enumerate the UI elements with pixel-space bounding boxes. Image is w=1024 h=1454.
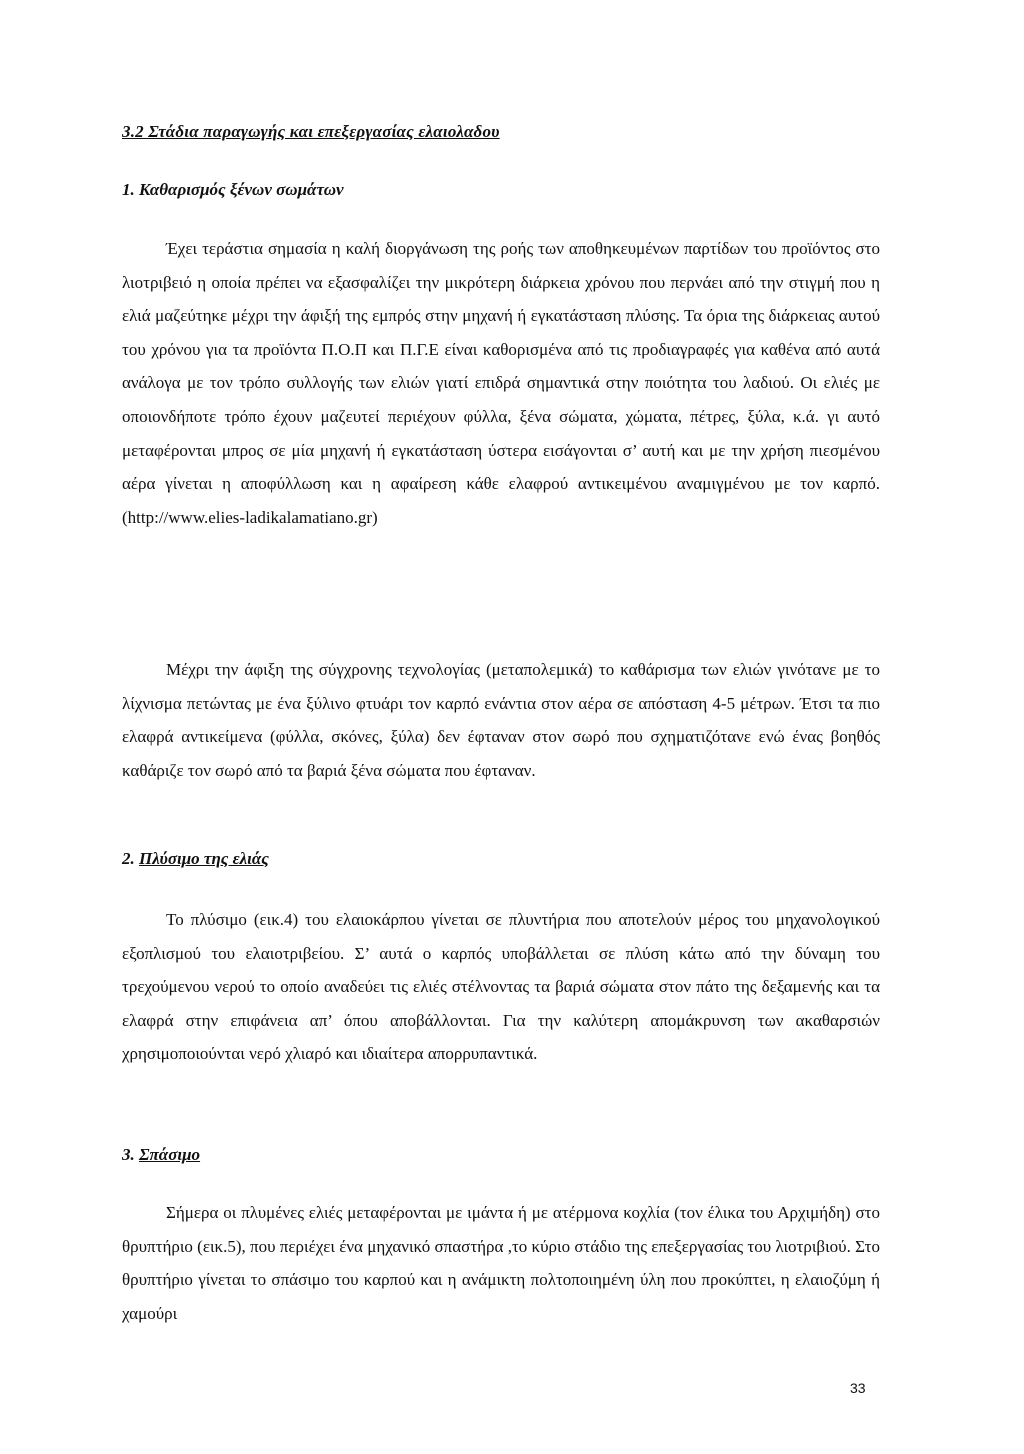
step-1-title: Καθαρισμός ξένων σωμάτων: [139, 180, 344, 199]
step-1-body: [122, 232, 880, 534]
step-2-heading: [122, 849, 269, 869]
step-2-body: [122, 903, 880, 1071]
step-1-paragraph-1: Έχει τεράστια σημασία η καλή διοργάνωση της ροής των αποθηκευμένων παρτίδων του προϊόντος στο λιοτριβειό η οποία πρέπει να εξασφαλίζει την μικρότερη διάρκεια χρόνου που περνάει από την στιγμή που η ελιά μαζεύτηκε μέχρι την άφιξή της εμπρός στην μηχανή ή εγκατάσταση πλύσης. Τα όρια της διάρκειας αυτού του χρόνου για τα προϊόντα Π.Ο.Π και Π.Γ.Ε είναι καθορισμένα από τις προδιαγραφές για καθένα από αυτά ανάλογα με τον τρόπο συλλογής των ελιών γιατί επιδρά σημαντικά στην ποιότητα του λαδιού. Οι ελιές με οποιονδήποτε τρόπο έχουν μαζευτεί περιέχουν φύλλα, ξένα σώματα, χώματα, πέτρες, ξύλα, κ.ά. γι αυτό μεταφέρονται μπρος σε μία μηχανή ή εγκατάσταση ύστερα εισάγονται σ’ αυτή και με την χρήση πιεσμένου αέρα γίνεται η αποφύλλωση και η αφαίρεση κάθε ελαφρού αντικειμένου αναμιγμένου με τον καρπό. (http://www.elies-ladikalamatiano.gr): [122, 239, 880, 527]
page-number: 33: [850, 1380, 866, 1396]
step-2-paragraph-1: Το πλύσιμο (εικ.4) του ελαιοκάρπου γίνεται σε πλυντήρια που αποτελούν μέρος του μηχανολογικού εξοπλισμού του ελαιοτριβείου. Σ’ αυτά ο καρπός υποβάλλεται σε πλύση κάτω από την δύναμη του τρεχούμενου νερού το οποίο αναδεύει τις ελιές στέλνοντας τα βαριά σώματα στον πάτο της δεξαμενής και τα ελαφρά στην επιφάνεια απ’ όπου αποβάλλονται. Για την καλύτερη απομάκρυνση των ακαθαρσιών χρησιμοποιούνται νερό χλιαρό και ιδιαίτερα απορρυπαντικά.: [122, 910, 880, 1064]
step-1-heading: [122, 180, 344, 200]
step-3-body: [122, 1196, 880, 1330]
step-3-title: Σπάσιμο: [139, 1145, 201, 1164]
step-2-title: Πλύσιμο της ελιάς: [139, 849, 269, 868]
step-2-number: 2.: [122, 849, 135, 868]
step-3-paragraph-1: Σήμερα οι πλυμένες ελιές μεταφέρονται με ιμάντα ή με ατέρμονα κοχλία (τον έλικα του Αρχιμήδη) στο θρυπτήριο (εικ.5), που περιέχει ένα μηχανικό σπαστήρα ,το κύριο στάδιο της επεξεργασίας του λιοτριβιού. Στο θρυπτήριο γίνεται το σπάσιμο του καρπού και η ανάμικτη πολτοποιημένη ύλη που προκύπτει, η ελαιοζύμη ή χαμούρι: [122, 1203, 880, 1323]
step-1-body-2: [122, 653, 880, 787]
section-title: 3.2 Στάδια παραγωγής και επεξεργασίας ελαιολαδου: [122, 122, 500, 141]
step-3-number: 3.: [122, 1145, 135, 1164]
step-3-heading: [122, 1145, 200, 1165]
step-1-number: 1.: [122, 180, 135, 199]
step-1-paragraph-2: Μέχρι την άφιξη της σύγχρονης τεχνολογίας (μεταπολεμικά) το καθάρισμα των ελιών γινότανε με το λίχνισμα πετώντας με ένα ξύλινο φτυάρι τον καρπό ενάντια στον αέρα σε απόσταση 4-5 μέτρων. Έτσι τα πιο ελαφρά αντικείμενα (φύλλα, σκόνες, ξύλα) δεν έφταναν στον σωρό που σχηματιζότανε ενώ ένας βοηθός καθάριζε τον σωρό από τα βαριά ξένα σώματα που έφταναν.: [122, 660, 880, 780]
